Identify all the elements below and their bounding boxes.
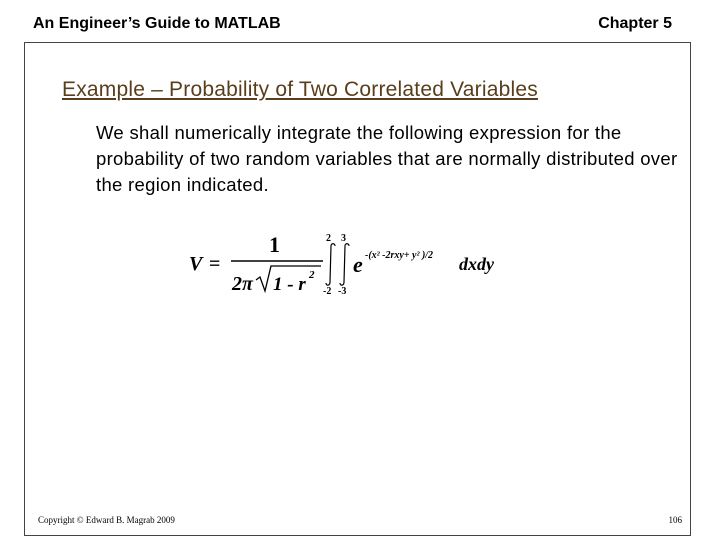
eq-equals: = — [209, 253, 221, 275]
eq-integral2-upper: 3 — [341, 233, 346, 244]
eq-integral2-sign — [340, 244, 349, 285]
page-number: 106 — [668, 515, 682, 525]
eq-radicand: 1 - r — [273, 274, 306, 295]
copyright-notice: Copyright © Edward B. Magrab 2009 — [38, 515, 175, 525]
slide-title: Example – Probability of Two Correlated Variables — [62, 78, 538, 101]
book-title: An Engineer’s Guide to MATLAB — [33, 15, 281, 32]
eq-integral1-lower: -2 — [323, 286, 332, 297]
slide-body-text: We shall numerically integrate the following expression for the probability of two random variables that are normally distributed over the region indicated. — [96, 122, 678, 195]
eq-integral2-lower: -3 — [338, 286, 347, 297]
eq-exponential-base: e — [353, 252, 363, 277]
eq-radicand-exponent: 2 — [309, 269, 315, 281]
chapter-label: Chapter 5 — [598, 15, 672, 32]
eq-integral1-sign — [326, 244, 335, 285]
eq-exponent: -(x² -2rxy+ y² )/2 — [365, 250, 434, 261]
eq-lhs: V — [189, 253, 203, 275]
eq-differential: dxdy — [459, 254, 494, 274]
eq-integral1-upper: 2 — [326, 233, 331, 244]
eq-numerator: 1 — [269, 232, 280, 257]
probability-equation — [185, 228, 525, 300]
eq-denominator-prefix: 2π — [232, 273, 253, 295]
